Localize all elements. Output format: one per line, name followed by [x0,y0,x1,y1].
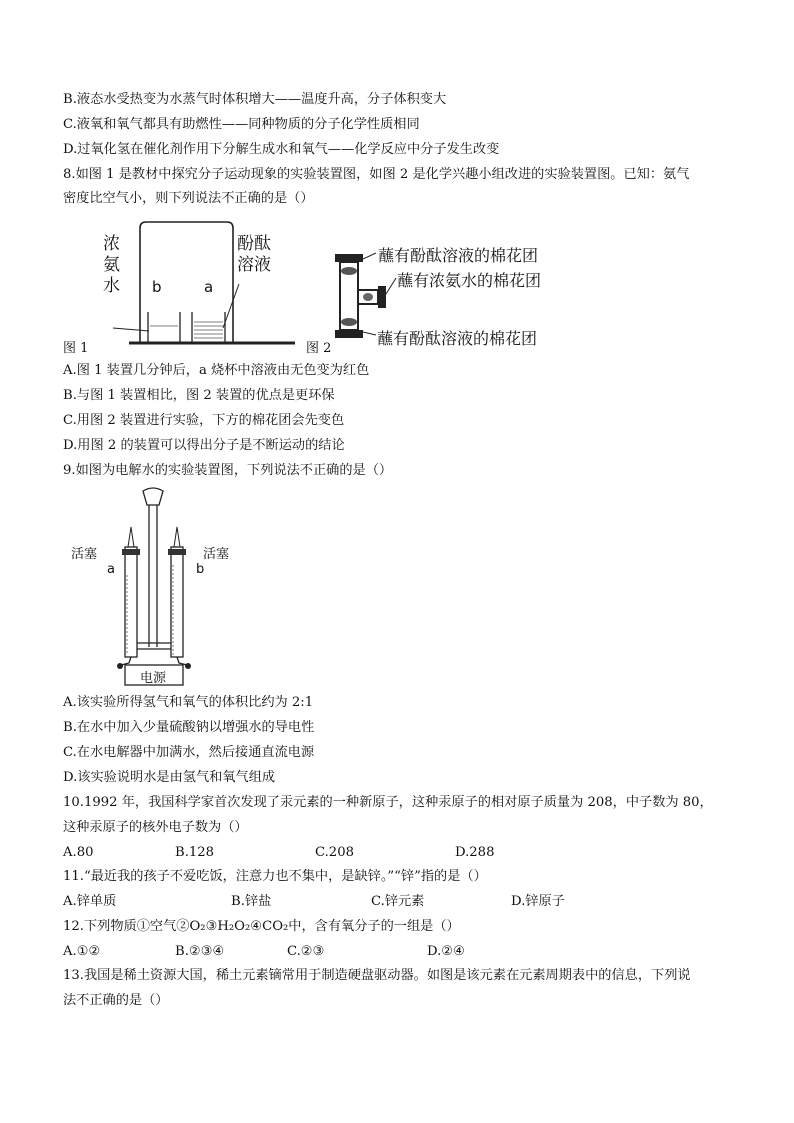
tube-a-label: a [107,562,115,577]
q7-option-c: C.液氧和氧气都具有助燃性——同种物质的分子化学性质相同 [63,117,420,132]
fig1-label-nong: 浓 [103,234,120,254]
q10-option-c: C.208 [315,845,354,860]
q8-option-d: D.用图 2 的装置可以得出分子是不断运动的结论 [63,438,345,453]
q11-stem: 11.“最近我的孩子不爱吃饭，注意力也不集中，是缺锌。”“锌”指的是（） [63,869,487,884]
power-supply-label: 电源 [140,671,167,686]
q12-option-b: B.②③④ [175,944,225,959]
fig2-caption: 图 2 [306,341,332,356]
q9-stem: 9.如图为电解水的实验装置图，下列说法不正确的是（） [63,463,393,478]
q10-options [63,844,763,862]
q11-option-b: B.锌盐 [231,894,272,909]
q11-option-d: D.锌原子 [511,894,565,909]
fig1-label-phenolphthalein: 酚酞 [237,234,271,254]
q11-options [63,893,763,911]
q8-figure-2 [300,232,570,352]
q12-option-d: D.②④ [427,944,465,959]
q9-option-b: B.在水中加入少量硫酸钠以增强水的导电性 [63,720,315,735]
electrolysis-apparatus-drawing [63,485,253,690]
fig1-label-solution: 溶液 [237,255,271,275]
q10-option-a: A.80 [63,845,94,860]
q7-option-d: D.过氧化氢在催化剂作用下分解生成水和氧气——化学反应中分子发生改变 [63,142,500,157]
fig1-beaker-a-label: a [204,278,214,296]
q12-option-a: A.①② [63,944,101,959]
q12-stem: 12.下列物质①空气②O₂③H₂O₂④CO₂中，含有氧分子的一组是（） [63,919,460,934]
q8-option-b: B.与图 1 装置相比，图 2 装置的优点是更环保 [63,388,335,403]
q9-option-d: D.该实验说明水是由氢气和氧气组成 [63,770,276,785]
q13-stem-line2: 法不正确的是（） [63,993,169,1008]
q11-option-c: C.锌元素 [371,894,425,909]
q9-electrolysis-figure [63,485,253,690]
tube-b-label: b [196,562,205,577]
fig2-label-middle: 蘸有浓氨水的棉花团 [397,271,542,290]
q13-stem-line1: 13.我国是稀土资源大国，稀土元素镝常用于制造硬盘驱动器。如图是该元素在元素周期表中的信息，下列说 [63,968,691,983]
q12-options [63,943,763,961]
q8-figure-1 [63,218,303,353]
q10-stem-line1: 10.1992 年，我国科学家首次发现了汞元素的一种新原子，这种汞原子的相对原子质量为 208，中子数为 80， [63,795,713,810]
q10-option-b: B.128 [175,845,215,860]
q8-option-a: A.图 1 装置几分钟后，a 烧杯中溶液由无色变为红色 [63,363,370,378]
q10-option-d: D.288 [455,845,495,860]
fig1-caption: 图 1 [63,341,89,356]
q8-option-c: C.用图 2 装置进行实验，下方的棉花团会先变色 [63,413,345,428]
q9-option-c: C.在水电解器中加满水，然后接通直流电源 [63,745,315,760]
q10-stem-line2: 这种汞原子的核外电子数为（） [63,820,248,835]
q8-stem-line2: 密度比空气小，则下列说法不正确的是（） [63,191,314,206]
right-valve-label: 活塞 [203,547,230,562]
fig1-beaker-b-label: b [152,278,162,296]
fig1-label-shui: 水 [103,276,120,296]
q7-option-b: B.液态水受热变为水蒸气时体积增大——温度升高，分子体积变大 [63,92,447,107]
q8-stem-line1: 8.如图 1 是教材中探究分子运动现象的实验装置图，如图 2 是化学兴趣小组改进的实验装置图。已知：氨气 [63,167,690,182]
q12-option-c: C.②③ [287,944,325,959]
fig2-label-bottom: 蘸有酚酞溶液的棉花团 [377,329,538,348]
fig1-label-an: 氨 [103,255,120,275]
left-valve-label: 活塞 [71,547,98,562]
fig2-label-top: 蘸有酚酞溶液的棉花团 [378,246,539,265]
q9-option-a: A.该实验所得氢气和氧气的体积比约为 2:1 [63,695,314,710]
q11-option-a: A.锌单质 [63,894,117,909]
